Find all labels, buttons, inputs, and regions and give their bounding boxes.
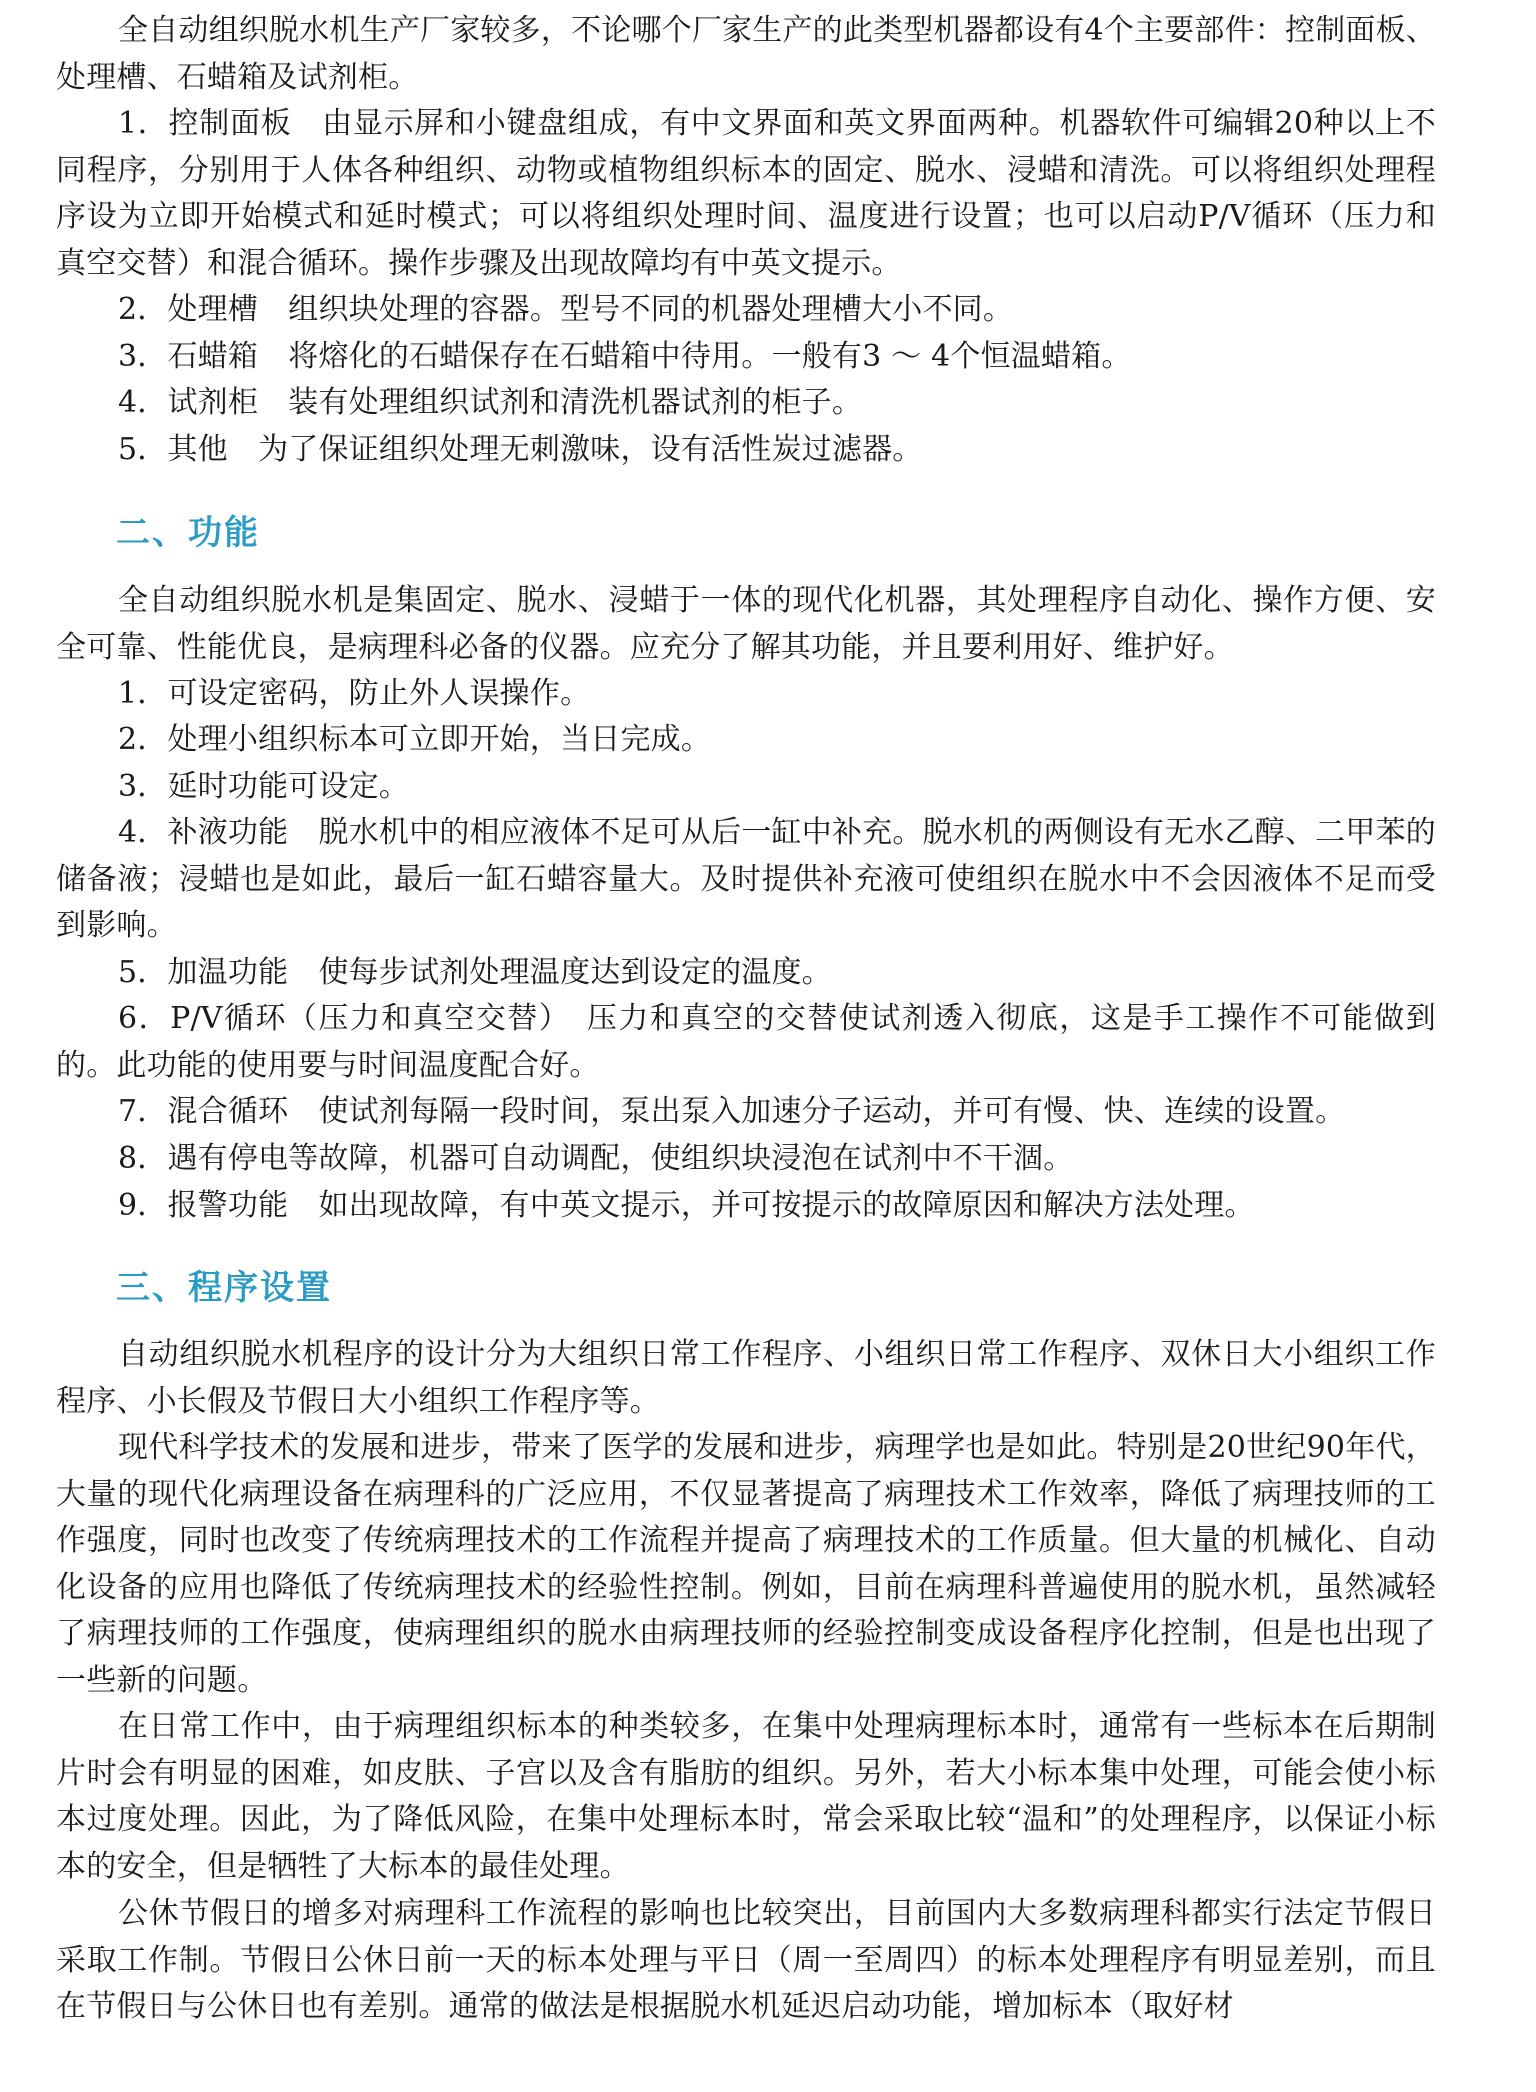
section3-paragraph-2: 现代科学技术的发展和进步，带来了医学的发展和进步，病理学也是如此。特别是20世纪90年代，大量的现代化病理设备在病理科的广泛应用，不仅显著提高了病理技术工作效率，降低了病理技师的工作强度，同时也改变了传统病理技术的工作流程并提高了病理技术的工作质量。但大量的机械化、自动化设备的应用也降低了传统病理技术的经验性控制。例如，目前在病理科普遍使用的脱水机，虽然减轻了病理技师的工作强度，使病理组织的脱水由病理技师的经验控制变成设备程序化控制，但是也出现了一些新的问题。 — [56, 1430, 1436, 1698]
section2-item-2: 2．处理小组织标本可立即开始，当日完成。 — [118, 722, 712, 757]
section2-heading: 二、功能 — [116, 513, 260, 553]
section2-item-4: 4．补液功能 脱水机中的相应液体不足可从后一缸中补充。脱水机的两侧设有无水乙醇、二甲苯的储备液；浸蜡也是如此，最后一缸石蜡容量大。及时提供补充液可使组织在脱水中不会因液体不足而受到影响。 — [56, 815, 1436, 943]
section3-paragraph-4: 公休节假日的增多对病理科工作流程的影响也比较突出，目前国内大多数病理科都实行法定节假日采取工作制。节假日公休日前一天的标本处理与平日（周一至周四）的标本处理程序有明显差别，而且在节假日与公休日也有差别。通常的做法是根据脱水机延迟启动功能，增加标本（取好材 — [56, 1896, 1436, 2024]
section1-item-2: 2．处理槽 组织块处理的容器。型号不同的机器处理槽大小不同。 — [118, 292, 1014, 327]
section2-item-6: 6．P/V循环（压力和真空交替） 压力和真空的交替使试剂透入彻底，这是手工操作不可能做到的。此功能的使用要与时间温度配合好。 — [56, 1001, 1436, 1083]
section2-item-3: 3．延时功能可设定。 — [118, 769, 410, 804]
section1-item-5: 5．其他 为了保证组织处理无刺激味，设有活性炭过滤器。 — [118, 432, 923, 467]
section2-item-9: 9．报警功能 如出现故障，有中英文提示，并可按提示的故障原因和解决方法处理。 — [118, 1188, 1255, 1223]
section2-item-8: 8．遇有停电等故障，机器可自动调配，使组织块浸泡在试剂中不干涸。 — [118, 1141, 1074, 1176]
section1-intro: 全自动组织脱水机生产厂家较多，不论哪个厂家生产的此类型机器都设有4个主要部件：控制面板、处理槽、石蜡箱及试剂柜。 — [56, 13, 1436, 95]
section1-item-3: 3．石蜡箱 将熔化的石蜡保存在石蜡箱中待用。一般有3 ～ 4个恒温蜡箱。 — [118, 339, 1132, 374]
section2-item-1: 1．可设定密码，防止外人误操作。 — [118, 676, 591, 711]
section2-item-7: 7．混合循环 使试剂每隔一段时间，泵出泵入加速分子运动，并可有慢、快、连续的设置。 — [118, 1094, 1346, 1129]
section3-paragraph-1: 自动组织脱水机程序的设计分为大组织日常工作程序、小组织日常工作程序、双休日大小组织工作程序、小长假及节假日大小组织工作程序等。 — [56, 1337, 1436, 1419]
section3-paragraph-3: 在日常工作中，由于病理组织标本的种类较多，在集中处理病理标本时，通常有一些标本在后期制片时会有明显的困难，如皮肤、子宫以及含有脂肪的组织。另外，若大小标本集中处理，可能会使小标本过度处理。因此，为了降低风险，在集中处理标本时，常会采取比较“温和”的处理程序，以保证小标本的安全，但是牺牲了大标本的最佳处理。 — [56, 1709, 1436, 1884]
section1-item-4: 4．试剂柜 装有处理组织试剂和清洗机器试剂的柜子。 — [118, 385, 863, 420]
section1-item-1: 1．控制面板 由显示屏和小键盘组成，有中文界面和英文界面两种。机器软件可编辑20种以上不同程序，分别用于人体各种组织、动物或植物组织标本的固定、脱水、浸蜡和清洗。可以将组织处理程序设为立即开始模式和延时模式；可以将组织处理时间、温度进行设置；也可以启动P/V循环（压力和真空交替）和混合循环。操作步骤及出现故障均有中英文提示。 — [56, 106, 1436, 281]
section3-heading: 三、程序设置 — [116, 1268, 332, 1308]
section2-intro: 全自动组织脱水机是集固定、脱水、浸蜡于一体的现代化机器，其处理程序自动化、操作方便、安全可靠、性能优良，是病理科必备的仪器。应充分了解其功能，并且要利用好、维护好。 — [56, 583, 1436, 665]
section2-item-5: 5．加温功能 使每步试剂处理温度达到设定的温度。 — [118, 955, 832, 990]
